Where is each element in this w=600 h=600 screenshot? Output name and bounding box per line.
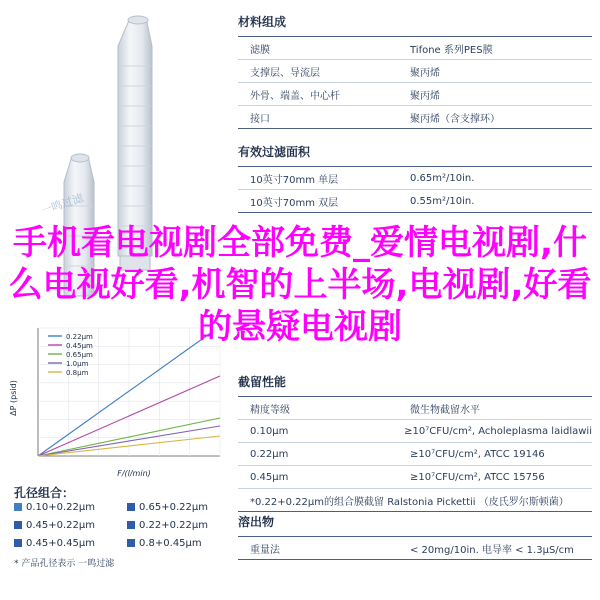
row-value: ≥10⁷CFU/cm², ATCC 19146 (410, 448, 545, 460)
overlay-headline: 手机看电视剧全部免费_爱情电视剧,什么电视好看,机智的上半场,电视剧,好看的悬疑电视剧 (8, 223, 592, 347)
row-key: 精度等级 (250, 404, 290, 416)
graph-y-label: ΔP (psid) (9, 380, 18, 416)
row-value: ≥10⁷CFU/cm², ATCC 15756 (410, 471, 545, 483)
legend-label: 0.8µm (66, 369, 89, 377)
combo-label: 0.45+0.22µm (26, 519, 96, 531)
combo-label: 0.10+0.22µm (26, 501, 96, 513)
row-value: 微生物截留水平 (410, 404, 480, 416)
combo-swatch-icon (14, 521, 22, 529)
row-value: 聚丙烯 (410, 67, 440, 79)
watermark: 一鸣过滤 (39, 191, 86, 218)
combo-label: 0.65+0.22µm (139, 501, 209, 513)
table-row (238, 190, 592, 213)
row-value: 0.65m²/10in. (410, 172, 475, 184)
row-key: 0.45µm (250, 471, 289, 483)
combo-swatch-icon (127, 503, 135, 511)
graph-x-label: F/(l/min) (117, 469, 151, 478)
combo-item (127, 500, 234, 514)
legend-label: 1.0µm (66, 360, 89, 368)
row-key: 支撑层、导流层 (250, 67, 320, 79)
row-key: 0.22µm (250, 448, 289, 460)
row-value: Tifone 系列PES膜 (410, 44, 493, 56)
row-key: 10英寸70mm 单层 (250, 174, 339, 186)
row-value: 0.55m²/10in. (410, 195, 475, 207)
row-value: 聚丙烯 (410, 90, 440, 102)
row-key: 重量法 (250, 544, 280, 556)
combo-item (14, 500, 121, 514)
combo-list (14, 500, 234, 550)
retention-section (238, 374, 592, 512)
combo-item (127, 518, 234, 532)
extractables-title: 溶出物 (238, 515, 275, 529)
area-section (238, 144, 592, 213)
row-key: 0.10µm (250, 425, 289, 437)
combo-item (14, 536, 121, 550)
combo-item (14, 518, 121, 532)
combo-label: 0.22+0.22µm (139, 519, 209, 531)
table-row (238, 106, 592, 129)
footer-note: * 产品孔径表示 一鸣过滤 (14, 559, 115, 569)
legend-label: 0.65µm (66, 351, 93, 359)
materials-title: 材料组成 (238, 15, 287, 29)
retention-title: 截留性能 (238, 375, 287, 389)
row-key: 滤膜 (250, 44, 270, 56)
row-key: 外骨、端盖、中心杆 (250, 90, 340, 102)
combo-title: 孔径组合： (14, 486, 75, 500)
row-value: *0.22+0.22µm的组合膜截留 Ralstonia Pickettii （皮氏罗尔斯顿菌） (250, 496, 569, 508)
table-row (238, 60, 592, 83)
combo-swatch-icon (14, 503, 22, 511)
table-row (238, 83, 592, 106)
combo-swatch-icon (14, 539, 22, 547)
table-row (238, 537, 592, 560)
combo-swatch-icon (127, 521, 135, 529)
combo-label: 0.8+0.45µm (139, 537, 202, 549)
combo-label: 0.45+0.45µm (26, 537, 96, 549)
table-row (238, 466, 592, 489)
legend-label: 0.22µm (66, 333, 93, 341)
row-value: < 20mg/10in. 电导率 < 1.3µS/cm (410, 544, 574, 556)
area-title: 有效过滤面积 (238, 145, 311, 159)
materials-table (238, 36, 592, 129)
combo-swatch-icon (127, 539, 135, 547)
extractables-table (238, 536, 592, 560)
table-row (238, 489, 592, 512)
combo-item (127, 536, 234, 550)
table-row (238, 397, 592, 420)
row-value: ≥10⁷CFU/cm², Acholeplasma laidlawii (404, 425, 592, 437)
row-key: 10英寸70mm 双层 (250, 197, 339, 209)
area-table (238, 166, 592, 213)
row-value: 聚丙烯（含支撑环） (410, 113, 500, 125)
extractables-section (238, 514, 592, 560)
table-row (238, 443, 592, 466)
table-row (238, 420, 592, 443)
retention-table (238, 396, 592, 512)
legend-label: 0.45µm (66, 342, 93, 350)
table-row (238, 37, 592, 60)
table-row (238, 167, 592, 190)
materials-section (238, 14, 592, 129)
row-key: 接口 (250, 113, 270, 125)
